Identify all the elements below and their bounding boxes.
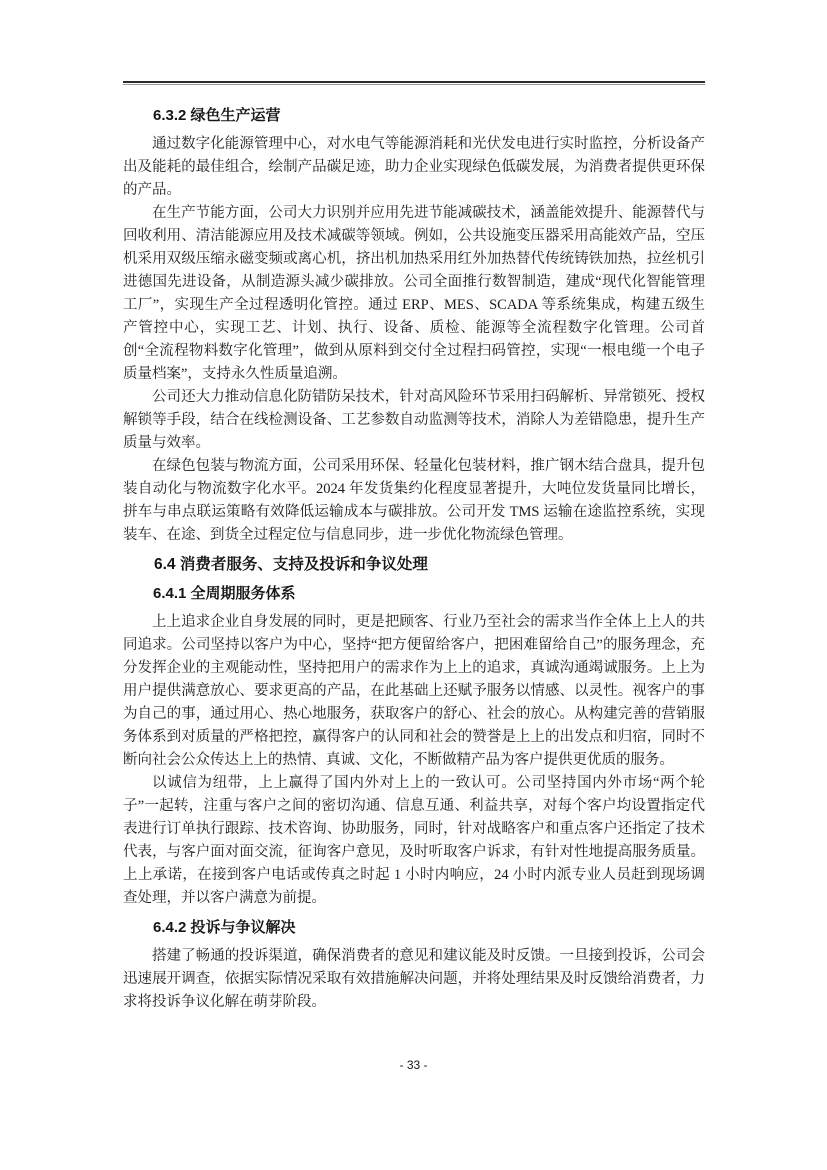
paragraph-complaint-channel: 搭建了畅通的投诉渠道，确保消费者的意见和建议能及时反馈。一旦接到投诉，公司会迅速展开调查，依据实际情况采取有效措施解决问题，并将处理结果及时反馈给消费者，力求将投诉争议化解在萌芽阶段。 bbox=[123, 948, 705, 1010]
paragraph-energy-management: 通过数字化能源管理中心，对水电气等能源消耗和光伏发电进行实时监控，分析设备产出及能耗的最佳组合，绘制产品碳足迹，助力企业实现绿色低碳发展，为消费者提供更环保的产品。 bbox=[123, 136, 705, 198]
page-number: - 33 - bbox=[399, 1058, 428, 1072]
paragraph-customer-centric: 上上追求企业自身发展的同时，更是把顾客、行业乃至社会的需求当作全体上上人的共同追求。公司坚持以客户为中心，坚持“把方便留给客户，把困难留给自己”的服务理念，充分发挥企业的主观能动性，坚持把用户的需求作为上上的追求，真诚沟通竭诚服务。上上为用户提供满意放心、要求更高的产品，在此基础上还赋予服务以情感、以灵性。视客户的事为自己的事，通过用心、热心地服务，获取客户的舒心、社会的放心。从构建完善的营销服务体系到对质量的严格把控，赢得客户的认同和社会的赞誉是上上的出发点和归宿，同时不断向社会公众传达上上的热情、真诚、文化，不断做精产品为客户提供更优质的服务。 bbox=[123, 614, 705, 768]
paragraph-error-proofing: 公司还大力推动信息化防错防呆技术，针对高风险环节采用扫码解析、异常锁死、授权解锁等手段，结合在线检测设备、工艺参数自动监测等技术，消除人为差错隐患，提升生产质量与效率。 bbox=[123, 389, 705, 451]
page-content bbox=[123, 84, 705, 1014]
paragraph-integrity-commitment: 以诚信为纽带，上上赢得了国内外对上上的一致认可。公司坚持国内外市场“两个轮子”一起转，注重与客户之间的密切沟通、信息互通、利益共享，对每个客户均设置指定代表进行订单执行跟踪、技术咨询、协助服务，同时，针对战略客户和重点客户还指定了技术代表，与客户面对面交流，征询客户意见，及时听取客户诉求，有针对性地提高服务质量。上上承诺，在接到客户电话或传真之时起 1 小时内响应，24 小时内派专业人员赶到现场调查处理，并以客户满意为前提。 bbox=[123, 775, 705, 906]
paragraph-production-energy-saving: 在生产节能方面，公司大力识别并应用先进节能减碳技术，涵盖能效提升、能源替代与回收利用、清洁能源应用及技术减碳等领域。例如，公共设施变压器采用高能效产品，空压机采用双级压缩永磁变频或离心机，挤出机加热采用红外加热替代传统铸铁加热，拉丝机引进德国先进设备，从制造源头减少碳排放。公司全面推行数智制造，建成“现代化智能管理工厂”，实现生产全过程透明化管控。通过 ERP、MES、SCADA 等系统集成，构建五级生产管控中心，实现工艺、计划、执行、设备、质检、能源等全流程数字化管理。公司首创“全流程物料数字化管理”，做到从原料到交付全过程扫码管控，实现“一根电缆一个电子质量档案”，支持永久性质量追溯。 bbox=[123, 205, 705, 382]
paragraph-green-packaging-logistics: 在绿色包装与物流方面，公司采用环保、轻量化包装材料，推广钢木结合盘具，提升包装自动化与物流数字化水平。2024 年发货集约化程度显著提升，大吨位发货量同比增长，拼车与串点联运策略有效降低运输成本与碳排放。公司开发 TMS 运输在途监控系统，实现装车、在途、到货全过程定位与信息同步，进一步优化物流绿色管理。 bbox=[123, 458, 705, 543]
heading-6-4-consumer-service: 6.4 消费者服务、支持及投诉和争议处理 bbox=[154, 556, 428, 573]
heading-6-4-2-complaint-resolution: 6.4.2 投诉与争议解决 bbox=[153, 919, 296, 936]
heading-6-3-2-green-production: 6.3.2 绿色生产运营 bbox=[153, 107, 281, 124]
heading-6-4-1-service-system: 6.4.1 全周期服务体系 bbox=[153, 585, 296, 602]
